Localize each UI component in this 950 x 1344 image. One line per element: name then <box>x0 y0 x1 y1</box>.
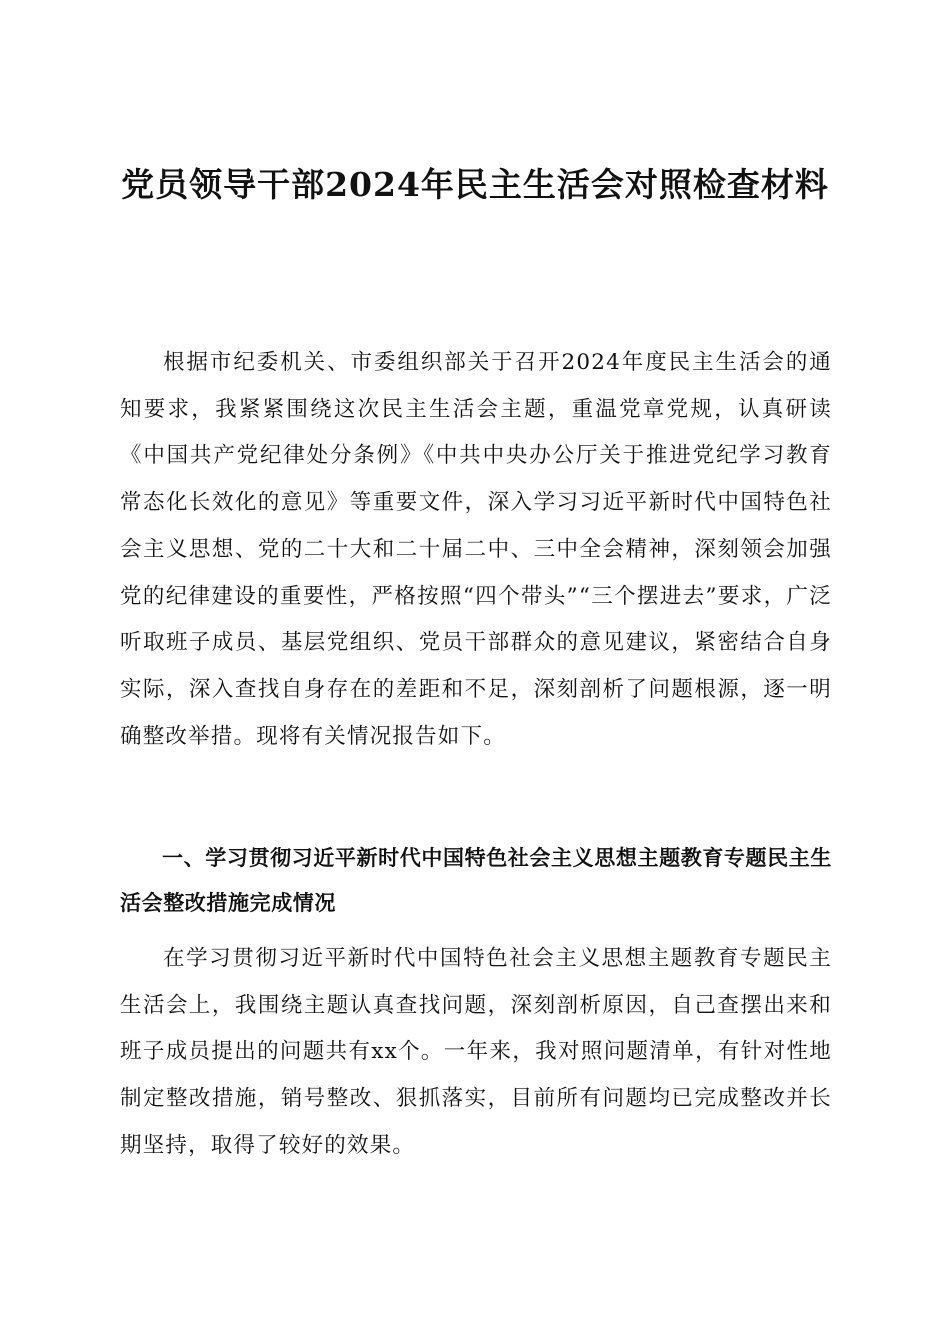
intro-paragraph: 根据市纪委机关、市委组织部关于召开2024年度民主生活会的通知要求，我紧紧围绕这次民主生活会主题，重温党章党规，认真研读《中国共产党纪律处分条例》《中共中央办公厅关于推进党纪学习教育常态化长效化的意见》等重要文件，深入学习习近平新时代中国特色社会主义思想、党的二十大和二十届二中、三中全会精神，深刻领会加强党的纪律建设的重要性，严格按照“四个带头”“三个摆进去”要求，广泛听取班子成员、基层党组织、党员干部群众的意见建议，紧密结合自身实际，深入查找自身存在的差距和不足，深刻剖析了问题根源，逐一明确整改举措。现将有关情况报告如下。 <box>120 350 832 749</box>
section-heading-1: 一、学习贯彻习近平新时代中国特色社会主义思想主题教育专题民主生活会整改措施完成情况 <box>120 846 832 915</box>
section-1-paragraph: 在学习贯彻习近平新时代中国特色社会主义思想主题教育专题民主生活会上，我围绕主题认真查找问题，深刻剖析原因，自己查摆出来和班子成员提出的问题共有xx个。一年来，我对照问题清单，有针对性地制定整改措施，销号整改、狠抓落实，目前所有问题均已完成整改并长期坚持，取得了较好的效果。 <box>120 946 832 1158</box>
document-title: 党员领导干部2024年民主生活会对照检查材料 <box>121 165 829 204</box>
